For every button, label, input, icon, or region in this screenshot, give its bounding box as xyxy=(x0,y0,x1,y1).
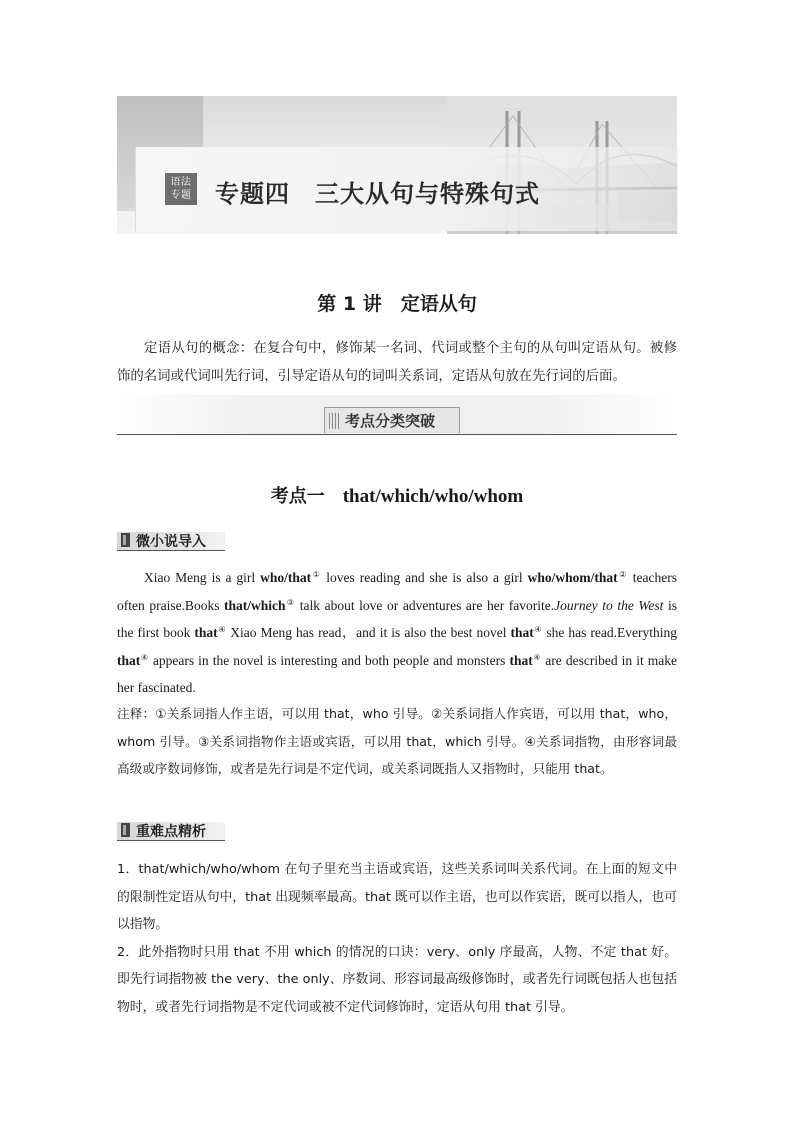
story-mark-3: ③ xyxy=(285,597,296,607)
stripes-icon xyxy=(329,413,339,429)
intro-paragraph xyxy=(117,335,677,391)
story-text-7: she has read.Everything xyxy=(542,625,678,640)
story-text-3: teachers often praise.Books xyxy=(117,570,678,613)
badge-line2: 专题 xyxy=(170,190,192,201)
intro-text: 定语从句的概念：在复合句中，修饰某一名词、代词或整个主句的从句叫定语从句。被修饰的名词或代词叫先行词，引导定语从句的词叫关系词，定语从句放在先行词的后面。 xyxy=(117,341,677,384)
point-number: 考点一 xyxy=(270,486,325,507)
story-text-2: loves reading and she is also a girl xyxy=(321,570,528,585)
lecture-title: 第 1 讲 定语从句 xyxy=(317,293,477,315)
topic-badge xyxy=(165,173,197,205)
story-keyword-2: who/whom/that xyxy=(527,570,618,585)
story-keyword-3: that/which xyxy=(224,597,286,613)
story-text-9: are described in it make her fascinated. xyxy=(117,652,677,695)
analysis-list xyxy=(117,856,677,1021)
story-text-5: is the first book xyxy=(117,597,677,640)
subhead-label: 微小说导入 xyxy=(136,534,206,550)
chapter-banner xyxy=(117,96,677,234)
point-title xyxy=(0,482,794,508)
subhead-underline xyxy=(117,550,225,551)
subhead-underline xyxy=(117,840,225,841)
story-text-8: appears in the novel is interesting and both people and monsters xyxy=(148,652,510,668)
story-text-6: Xiao Meng has read，and it is also the best novel xyxy=(226,625,511,640)
note-paragraph xyxy=(117,700,677,783)
list-item: 1．that/which/who/whom 在句子里充当主语或宾语，这些关系词叫关系代词。在上面的短文中的限制性定语从句中，that 出现频率最高。that 既可以作主语，也可以作宾语，既可以指人，也可以指物。 xyxy=(117,862,677,932)
banner-title: 专题四 三大从句与特殊句式 xyxy=(215,180,540,208)
story-mark-5: ④ xyxy=(533,625,543,634)
story-book-title: Journey to the West xyxy=(554,597,664,613)
story-text-1: Xiao Meng is a girl xyxy=(144,570,261,585)
story-keyword-5: that xyxy=(510,625,534,640)
section-header xyxy=(117,395,677,435)
section-label-box xyxy=(324,407,460,433)
list-item: 2．此外指物时只用 that 不用 which 的情况的口诀：very、only 序最高，人物、不定 that 好。即先行词指物被 the very、the only、序数词、形容词最高级修饰时，或者先行词既包括人也包括物时，或者先行词指物是不定代词或被不定代词修饰时，定语从句用 that 引导。 xyxy=(117,944,677,1015)
subhead-label: 重难点精析 xyxy=(136,824,206,840)
point-topic: that/which/who/whom xyxy=(342,486,524,507)
story-text xyxy=(117,564,677,702)
story-mark-1: ① xyxy=(311,570,322,579)
bookmark-icon xyxy=(121,533,130,547)
story-mark-6: ④ xyxy=(140,652,149,662)
story-mark-4: ④ xyxy=(217,625,227,634)
story-text-4: talk about love or adventures are her favorite. xyxy=(295,597,555,613)
section-rule xyxy=(117,434,677,435)
note-text: 注释：①关系词指人作主语，可以用 that，who 引导。②关系词指人作宾语，可以用 that，who，whom 引导。③关系词指物作主语或宾语，可以用 that，which 引导。④关系词指物，由形容词最高级或序数词修饰，或者是先行词是不定代词，或关系词既指人又指物时，只能用 that。 xyxy=(117,706,677,776)
story-mark-2: ② xyxy=(617,570,628,579)
bookmark-icon xyxy=(121,823,130,837)
story-keyword-6: that xyxy=(117,652,141,668)
story-keyword-4: that xyxy=(194,625,218,640)
story-paragraph xyxy=(117,564,677,702)
subhead-analysis xyxy=(117,819,227,841)
story-keyword-1: who/that xyxy=(260,570,312,585)
story-mark-7: ④ xyxy=(532,652,542,662)
story-keyword-7: that xyxy=(509,652,533,668)
section-label: 考点分类突破 xyxy=(345,412,436,430)
subhead-story xyxy=(117,529,227,551)
badge-line1: 语法 xyxy=(170,177,192,188)
